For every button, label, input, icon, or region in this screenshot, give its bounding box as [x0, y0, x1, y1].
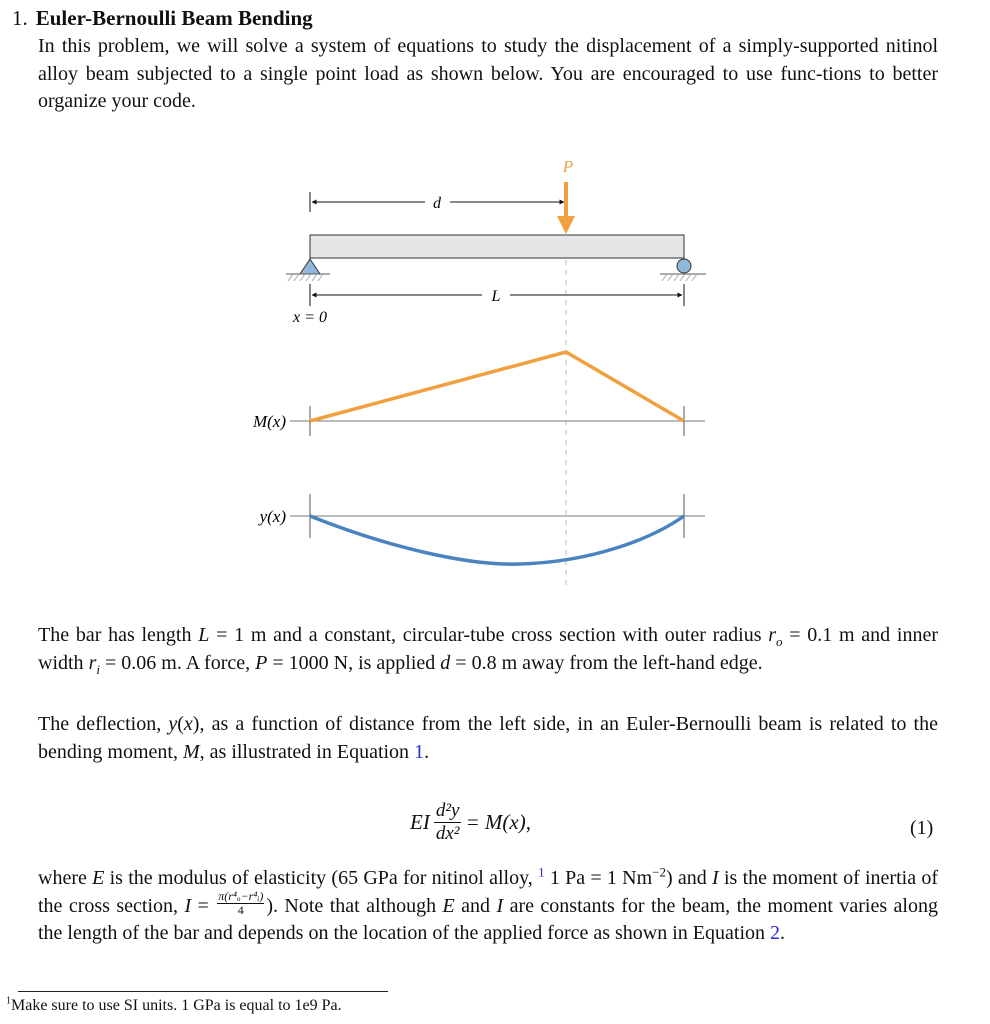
defl-y: y — [168, 713, 178, 735]
equation-EI: EI — [410, 810, 430, 834]
where-E: E — [92, 867, 105, 889]
where-text-7: are constants for the beam, the moment varies along the length of the bar and depends on the location of the applied force as shown in Equation — [38, 894, 938, 945]
bar-L: L — [198, 624, 210, 646]
roller-support — [677, 259, 691, 273]
footnote-marker-link[interactable]: 1 — [538, 864, 545, 880]
defl-text-3: , as illustrated in Equation — [199, 740, 415, 763]
fraction-denominator: dx² — [435, 823, 460, 844]
where-I: I — [712, 867, 719, 889]
where-paragraph — [38, 865, 938, 948]
deflection-label: y(x) — [259, 507, 286, 526]
where-and: and — [454, 894, 497, 917]
section-number: 1. — [12, 6, 28, 30]
load-arrow-head — [557, 216, 575, 234]
deflection-paragraph: The deflection, y(x), as a function of distance from the left side, in an Euler-Bernoulli beam is related to the bending moment, M, as illustrated in Equation 1. — [38, 713, 938, 763]
bar-r-outer: r — [768, 624, 777, 646]
where-exponent: −2 — [652, 864, 666, 880]
where-equals: = — [191, 894, 216, 917]
footnote-text: Make sure to use SI units. 1 GPa is equal to 1e9 Pa. — [11, 997, 342, 1014]
footnote — [6, 997, 342, 1015]
origin-label: x = 0 — [293, 309, 327, 326]
defl-text-1: The deflection, — [38, 713, 169, 735]
second-derivative-fraction — [434, 800, 462, 845]
bar-sub-o: o — [776, 634, 783, 649]
equation-rhs: = M(x), — [465, 810, 531, 834]
equation-1 — [0, 790, 990, 860]
where-text-1: where — [38, 867, 93, 889]
bar-d: d — [440, 651, 451, 674]
equation-2-link[interactable]: 2 — [770, 922, 781, 945]
bar-sub-i: i — [96, 661, 100, 677]
where-text-8: . — [780, 922, 786, 945]
section-heading — [12, 6, 313, 31]
where-text-3: 1 Pa = 1 Nm — [544, 867, 653, 889]
where-I-3: I — [496, 894, 504, 917]
inertia-numerator: π(r⁴ₒ−r⁴ᵢ) — [218, 889, 264, 904]
intro-paragraph — [38, 33, 938, 116]
moment-curve — [310, 352, 684, 421]
bar-text-5: = 1000 N, is applied — [267, 651, 441, 674]
where-E-2: E — [442, 894, 455, 917]
bar-text-3: = 0.1 m and inner width — [38, 624, 939, 674]
where-text-6: ). Note that although — [266, 894, 443, 917]
footnote-divider — [18, 991, 388, 992]
defl-M: M — [182, 740, 200, 763]
equation-number: (1) — [910, 817, 934, 839]
where-text-5: is the moment of inertia of the cross section, — [38, 867, 938, 917]
bar-text-1: The bar has length — [38, 624, 199, 646]
pin-support — [300, 259, 320, 274]
where-text-2: is the modulus of elasticity (65 GPa for nitinol alloy, — [104, 867, 539, 889]
inertia-fraction — [217, 890, 264, 917]
load-label: P — [562, 157, 574, 176]
bar-r-inner: r — [88, 651, 97, 674]
bar-P: P — [255, 651, 268, 674]
bar-text-4: = 0.06 m. A force, — [99, 651, 256, 674]
moment-label: M(x) — [252, 412, 286, 431]
length-label: L — [491, 288, 501, 305]
bar-text-2: = 1 m and a constant, circular-tube cross section with outer radius — [209, 624, 769, 646]
where-I-2: I — [184, 894, 192, 917]
bar-paragraph — [38, 622, 938, 677]
where-text-4: ) and — [665, 867, 713, 889]
equation-body — [410, 800, 531, 845]
fraction-numerator: d²y — [435, 800, 460, 821]
defl-x: x — [183, 713, 193, 735]
right-ground-hatch — [662, 274, 697, 281]
defl-text-2: , as a function of distance from the left side, in an Euler-Bernoulli beam is related to the bending moment, — [38, 713, 938, 763]
bar-text-6: = 0.8 m away from the left-hand edge. — [450, 651, 763, 674]
section-title: Euler-Bernoulli Beam Bending — [35, 6, 313, 30]
left-ground-hatch — [288, 274, 323, 281]
distance-label: d — [433, 195, 441, 212]
deflection-curve — [310, 516, 684, 564]
beam-figure — [220, 150, 740, 600]
defl-text-4: . — [424, 740, 430, 763]
beam — [310, 235, 684, 258]
footnote-mark: 1 — [6, 995, 11, 1007]
intro-text: In this problem, we will solve a system of equations to study the displacement of a simply-supported nitinol alloy beam subjected to a single point load as shown below. You are encouraged to use func-tions to better organize your code. — [38, 35, 938, 112]
inertia-denominator: 4 — [237, 903, 244, 918]
equation-1-link[interactable]: 1 — [414, 740, 425, 763]
